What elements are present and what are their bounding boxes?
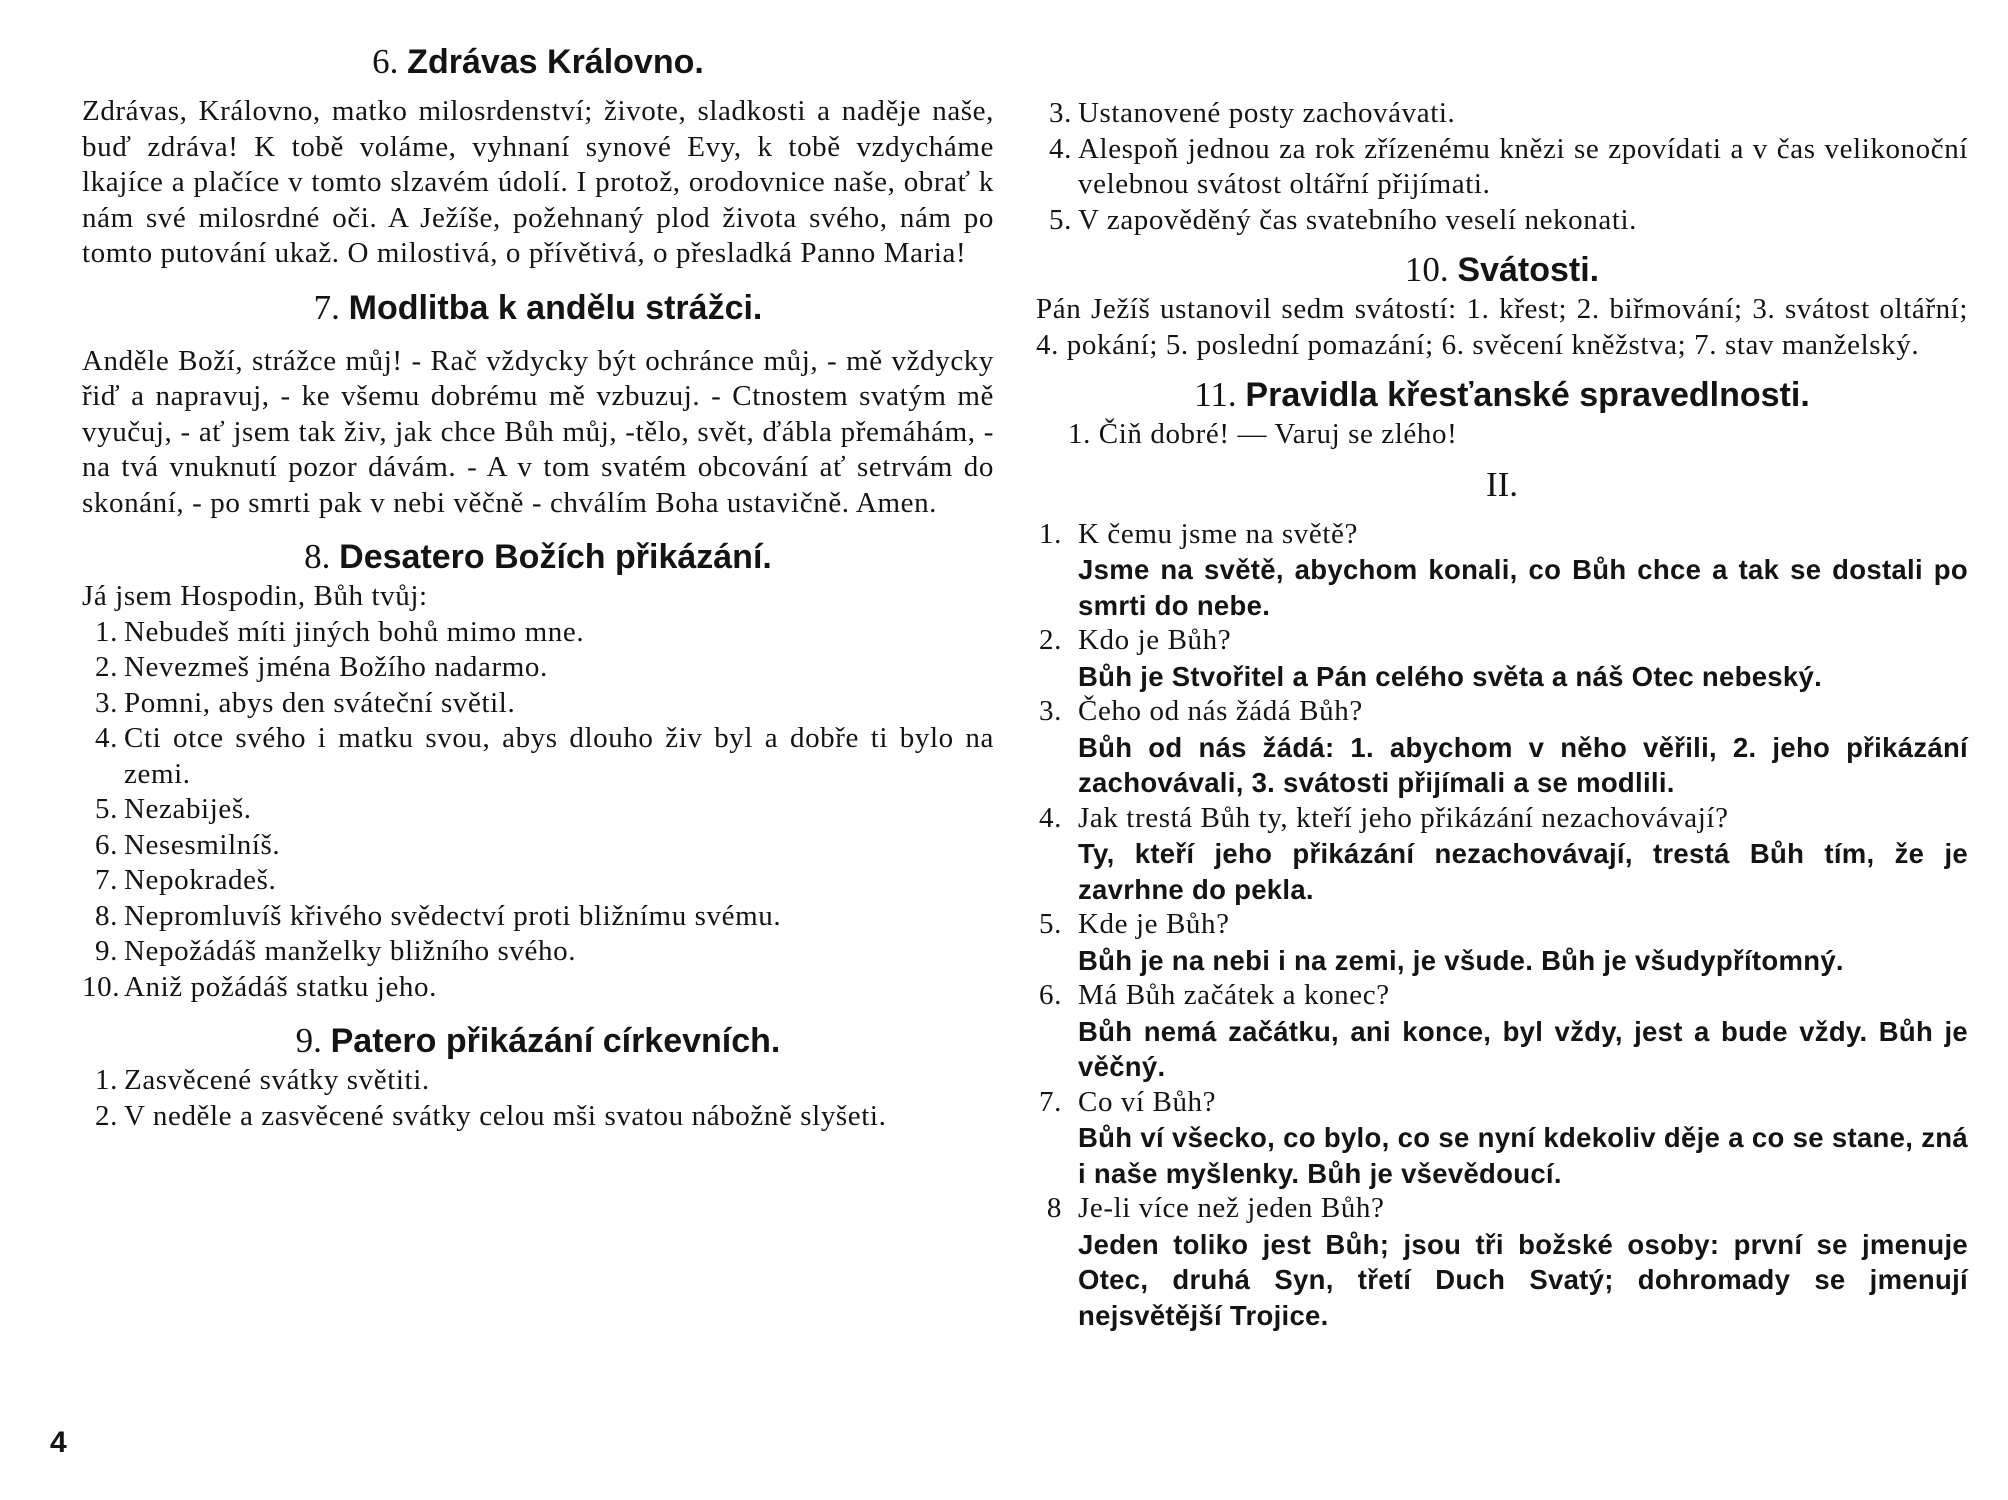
answer: Bůh od nás žádá: 1. abychom v něho věřili, 2. jeho přikázání zachovávali, 3. svátosti přijímali a se modlili. bbox=[1078, 731, 1968, 798]
list-item: 1. Nebudeš míti jiných bohů mimo mne. bbox=[95, 615, 585, 648]
question: Čeho od nás žádá Bůh? bbox=[1078, 695, 1363, 727]
list-item: 6. Nesesmilníš. bbox=[95, 828, 281, 861]
list-item: 3. Pomni, abys den sváteční světil. bbox=[95, 686, 516, 719]
question: Je-li více než jeden Bůh? bbox=[1078, 1192, 1385, 1224]
answer: Bůh nemá začátku, ani konce, byl vždy, jest a bude vždy. Bůh je věčný. bbox=[1078, 1015, 1968, 1082]
section-title: Svátosti. bbox=[1457, 251, 1600, 289]
qa-item: 3. Čeho od nás žádá Bůh? Bůh od nás žádá: 1. abychom v něho věřili, 2. jeho přikázání zachovávali, 3. svátosti přijímali a se modlili. bbox=[1036, 694, 1968, 801]
question: Kdo je Bůh? bbox=[1078, 624, 1232, 656]
question: Kde je Bůh? bbox=[1078, 908, 1230, 940]
qa-item: 4. Jak trestá Bůh ty, kteří jeho přikázání nezachovávají? Ty, kteří jeho přikázání nezachovávají, trestá Bůh tím, že je zavrhne do pekla. bbox=[1036, 801, 1968, 908]
page-number: 4 bbox=[50, 1426, 67, 1459]
section-9-heading bbox=[82, 1019, 994, 1063]
commandments-intro: Já jsem Hospodin, Bůh tvůj: bbox=[82, 580, 428, 612]
list-item: 2. V neděle a zasvěcené svátky celou mši svatou nábožně slyšeti. bbox=[95, 1099, 887, 1132]
answer: Jsme na světě, abychom konali, co Bůh chce a tak se dostali po smrti do nebe. bbox=[1078, 554, 1968, 621]
section-6-heading bbox=[82, 40, 994, 84]
list-item: 2. Nevezmeš jména Božího nadarmo. bbox=[95, 651, 548, 683]
section-number: 7. bbox=[313, 287, 340, 327]
list-item: 7. Nepokradeš. bbox=[95, 864, 277, 896]
sacraments-text: Pán Ježíš ustanovil sedm svátostí: 1. křest; 2. biřmování; 3. svátost oltářní; 4. pokání; 5. poslední pomazání; 6. svěcení kněžstva; 7. stav manželský. bbox=[1036, 293, 1968, 361]
section-title: Patero přikázání církevních. bbox=[330, 1022, 781, 1060]
question: Co ví Bůh? bbox=[1078, 1085, 1217, 1118]
section-number: 8. bbox=[304, 537, 331, 576]
answer: Bůh ví všecko, co bylo, co se nyní kdekoliv děje a co se stane, zná i naše myšlenky. Bůh je vševědoucí. bbox=[1078, 1122, 1968, 1189]
question: Jak trestá Bůh ty, kteří jeho přikázání nezachovávají? bbox=[1078, 801, 1729, 834]
qa-item: 6. Má Bůh začátek a konec? Bůh nemá začátku, ani konce, byl vždy, jest a bude vždy. Bůh je věčný. bbox=[1036, 978, 1968, 1085]
list-item: 5. Nezabiješ. bbox=[95, 793, 252, 825]
prayer-angel-text: Anděle Boží, strážce můj! - Rač vždycky být ochránce můj, - mě vždycky řiď a napravuj, - ke všemu dobrému mě vzbuzuj. - Ctnostem svatým mě vyučuj, - ať jsem tak živ, jak chce Bůh můj, -tělo, svět, ďábla přemáhám, - na tvá vnuknutí pozor dávám. - A v tom svatém obcování ať setrvám do skonání, - po smrti pak v nebi věčně - chválím Boha ustavičně. Amen. bbox=[82, 344, 994, 519]
section-title: Zdrávas Královno. bbox=[407, 43, 704, 81]
list-item: 8. Nepromluvíš křivého svědectví proti bližnímu svému. bbox=[95, 899, 782, 932]
left-page bbox=[82, 40, 994, 1134]
list-item: 10. Aniž požádáš statku jeho. bbox=[82, 970, 437, 1003]
answer: Jeden toliko jest Bůh; jsou tři božské osoby: první se jmenuje Otec, druhá Syn, třetí Duch Svatý; dohromady se jmenují nejsvětější Trojice. bbox=[1078, 1228, 1968, 1331]
prayer-zdravas-text: Zdrávas, Královno, matko milosrdenství; živote, sladkosti a naděje naše, buď zdráva! K tobě voláme, vyhnaní synové Evy, k tobě vzdycháme lkajíce a plačíce v tomto slzavém údolí. I protož, orodovnice naše, obrať k nám své milosrdné oči. A Ježíše, požehnaný plod života svého, nám po tomto putování ukaž. O milostivá, o přívětivá, o přesladká Panno Maria! bbox=[82, 95, 994, 269]
section-7-heading bbox=[82, 286, 994, 330]
answer: Bůh je Stvořitel a Pán celého světa a náš Otec nebeský. bbox=[1078, 660, 1823, 692]
section-number: 9. bbox=[295, 1021, 322, 1060]
right-page bbox=[1036, 96, 1968, 1333]
answer: Ty, kteří jeho přikázání nezachovávají, trestá Bůh tím, že je zavrhne do pekla. bbox=[1078, 838, 1968, 905]
qa-item: 2. Kdo je Bůh? Bůh je Stvořitel a Pán celého světa a náš Otec nebeský. bbox=[1036, 623, 1968, 694]
section-title: Desatero Božích přikázání. bbox=[339, 538, 772, 576]
section-number: 6. bbox=[372, 42, 399, 81]
section-number: 11. bbox=[1194, 375, 1237, 414]
section-10-heading bbox=[1036, 248, 1968, 292]
qa-item: 7. Co ví Bůh? Bůh ví všecko, co bylo, co se nyní kdekoliv děje a co se stane, zná i naše myšlenky. Bůh je vševědoucí. bbox=[1036, 1085, 1968, 1192]
section-title: Pravidla křesťanské spravedlnosti. bbox=[1245, 376, 1810, 414]
part-2-heading: II. bbox=[1485, 464, 1519, 504]
qa-item: 8 Je-li více než jeden Bůh? Jeden toliko jest Bůh; jsou tři božské osoby: první se jmenuje Otec, druhá Syn, třetí Duch Svatý; dohromady se jmenují nejsvětější Trojice. bbox=[1036, 1191, 1968, 1333]
church-commandments-list-part2 bbox=[1036, 96, 1968, 238]
rules-text: 1. Čiň dobré! — Varuj se zlého! bbox=[1068, 418, 1458, 450]
section-8-heading bbox=[82, 535, 994, 579]
list-item: 3. Ustanovené posty zachovávati. bbox=[1049, 97, 1456, 129]
question: K čemu jsme na světě? bbox=[1078, 517, 1358, 550]
question: Má Bůh začátek a konec? bbox=[1078, 979, 1390, 1011]
section-title: Modlitba k andělu strážci. bbox=[348, 288, 763, 327]
church-commandments-list-part1 bbox=[82, 1063, 994, 1134]
list-item: 1. Zasvěcené svátky světiti. bbox=[95, 1064, 430, 1096]
catechism-qa-list bbox=[1036, 517, 1968, 1334]
list-item: 9. Nepožádáš manželky bližního svého. bbox=[95, 935, 577, 967]
list-item: 5. V zapověděný čas svatebního veselí nekonati. bbox=[1049, 203, 1637, 236]
list-item: 4. Cti otce svého i matku svou, abys dlouho živ byl a dobře ti bylo na zemi. bbox=[95, 722, 994, 790]
answer: Bůh je na nebi i na zemi, je všude. Bůh je všudypřítomný. bbox=[1078, 944, 1844, 976]
qa-item: 1. K čemu jsme na světě? Jsme na světě, abychom konali, co Bůh chce a tak se dostali po smrti do nebe. bbox=[1036, 517, 1968, 624]
section-number: 10. bbox=[1404, 250, 1449, 289]
section-11-heading bbox=[1036, 373, 1968, 417]
commandments-list bbox=[82, 615, 994, 1006]
qa-item: 5. Kde je Bůh? Bůh je na nebi i na zemi, je všude. Bůh je všudypřítomný. bbox=[1036, 907, 1968, 978]
list-item: 4. Alespoň jednou za rok zřízenému knězi se zpovídati a v čas velikonoční velebnou svátost oltářní přijímati. bbox=[1049, 132, 1968, 200]
